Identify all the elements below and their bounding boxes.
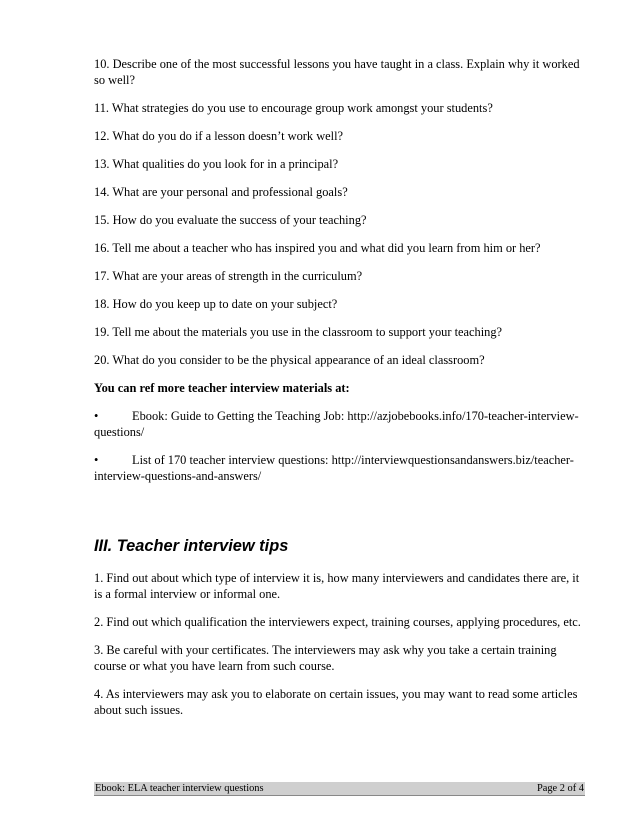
tip-4: 4. As interviewers may ask you to elaborate on certain issues, you may want to read some articles about such issues. xyxy=(94,687,578,717)
reference-item-continuation: questions/ xyxy=(94,425,145,439)
bullet-icon: • xyxy=(94,453,99,467)
footer-title: Ebook: ELA teacher interview questions xyxy=(95,782,264,794)
tip-2: 2. Find out which qualification the interviewers expect, training courses, applying procedures, etc. xyxy=(94,615,581,629)
question-11: 11. What strategies do you use to encourage group work amongst your students? xyxy=(94,101,493,115)
question-19: 19. Tell me about the materials you use in the classroom to support your teaching? xyxy=(94,325,503,339)
tip-3: 3. Be careful with your certificates. The interviewers may ask why you take a certain training course or what you have learn from such course. xyxy=(94,643,557,673)
page-footer xyxy=(94,782,585,796)
bullet-icon: • xyxy=(94,409,99,423)
page-number: Page 2 of 4 xyxy=(536,782,584,794)
question-20: 20. What do you consider to be the physical appearance of an ideal classroom? xyxy=(94,353,485,367)
question-13: 13. What qualities do you look for in a principal? xyxy=(94,157,339,171)
reference-item-continuation: interview-questions-and-answers/ xyxy=(94,469,262,483)
question-18: 18. How do you keep up to date on your subject? xyxy=(94,297,338,311)
question-17: 17. What are your areas of strength in the curriculum? xyxy=(94,269,363,283)
reference-item-text: List of 170 teacher interview questions: http://interviewquestionsandanswers.biz/teacher- xyxy=(132,453,574,467)
question-10: 10. Describe one of the most successful lessons you have taught in a class. Explain why it worked so well? xyxy=(94,57,580,87)
reference-item-ebook[interactable] xyxy=(94,408,590,440)
reference-item-text: Ebook: Guide to Getting the Teaching Job: http://azjobebooks.info/170-teacher-interview- xyxy=(132,409,579,423)
reference-item-list[interactable] xyxy=(94,452,590,484)
question-12: 12. What do you do if a lesson doesn’t work well? xyxy=(94,129,344,143)
tip-1: 1. Find out about which type of interview it is, how many interviewers and candidates there are, it is a formal interview or informal one. xyxy=(94,571,580,601)
question-15: 15. How do you evaluate the success of your teaching? xyxy=(94,213,367,227)
reference-heading: You can ref more teacher interview materials at: xyxy=(94,381,350,395)
section-title: III. Teacher interview tips xyxy=(94,537,289,555)
page-content xyxy=(94,56,590,730)
question-14: 14. What are your personal and professional goals? xyxy=(94,185,348,199)
question-16: 16. Tell me about a teacher who has inspired you and what did you learn from him or her? xyxy=(94,241,541,255)
